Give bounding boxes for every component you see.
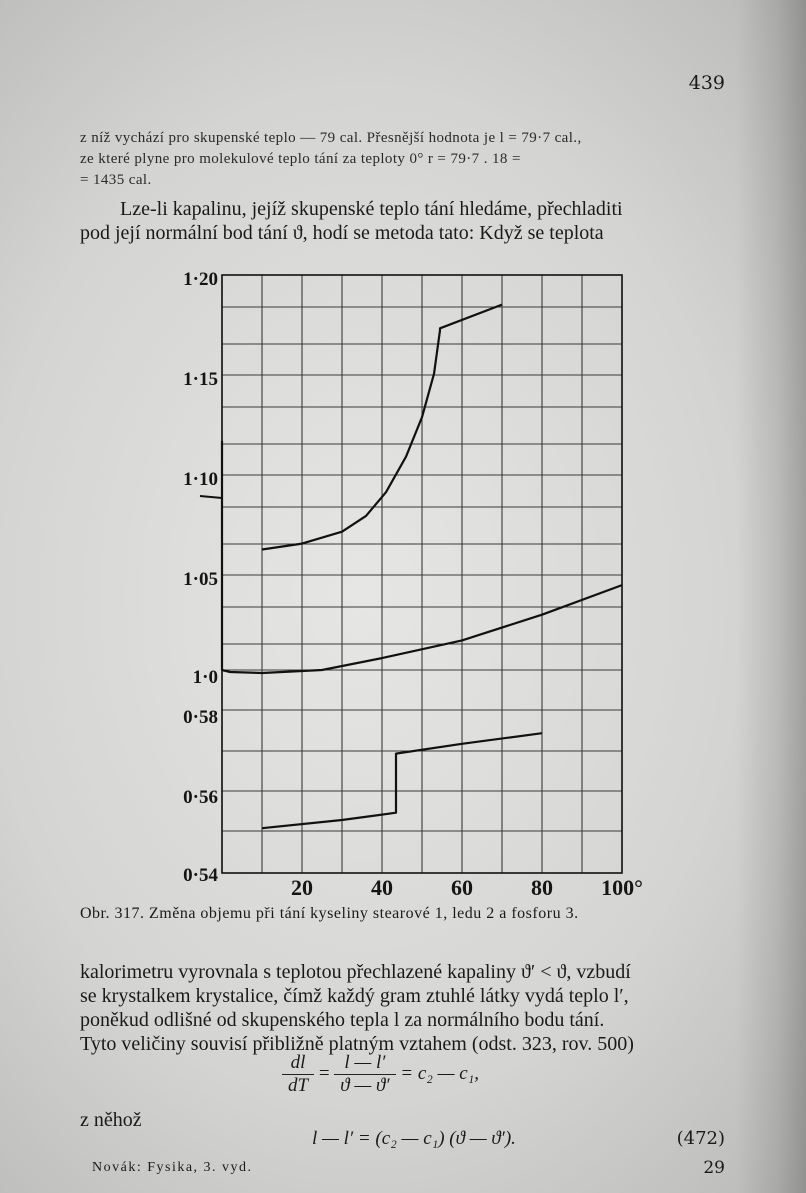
y-tick-label: 1·20: [183, 269, 218, 290]
x-tick-label: 40: [371, 875, 393, 900]
paragraph-line: z něhož: [80, 1109, 142, 1131]
fraction-denominator: ϑ — ϑ′: [340, 1075, 390, 1096]
paragraph-line: pod její normální bod tání ϑ, hodí se metoda tato: Když se teplota: [80, 222, 604, 244]
equation-number: (472): [676, 1128, 725, 1149]
paragraph-line: Tyto veličiny souvisí přibližně platným vztahem (odst. 323, rov. 500): [80, 1033, 634, 1055]
volume-change-chart: [160, 255, 700, 905]
y-tick-label: 1·0: [192, 667, 218, 688]
page-number: 439: [688, 72, 725, 94]
footer-signature-number: 29: [703, 1158, 725, 1178]
y-tick-label: 1·05: [183, 569, 218, 590]
equals-sign: =: [318, 1062, 330, 1084]
fraction-numerator: dl: [282, 1052, 314, 1075]
figure-caption: Obr. 317. Změna objemu při tání kyseliny stearové 1, ledu 2 a fosforu 3.: [80, 905, 579, 922]
footer-book-title: Novák: Fysika, 3. vyd.: [92, 1160, 253, 1175]
paragraph-line: = 1435 cal.: [80, 172, 152, 188]
formula-derivative: [282, 1052, 479, 1097]
x-tick-label: 20: [291, 875, 313, 900]
paragraph-line: z níž vychází pro skupenské teplo — 79 cal. Přesnější hodnota je l = 79·7 cal.,: [80, 130, 582, 146]
formula-rhs: = c₂ — c₁,: [400, 1062, 480, 1084]
third-paragraph: [80, 960, 725, 1056]
y-tick-label: 1·10: [183, 469, 218, 490]
y-tick-label: 1·15: [183, 369, 218, 390]
fraction-numerator: l — l′: [334, 1052, 395, 1075]
paragraph-line: ze které plyne pro molekulové teplo tání za teploty 0° r = 79·7 . 18 =: [80, 151, 521, 167]
y-tick-label: 0·58: [183, 707, 218, 728]
formula-472: l — l′ = (c₂ — c₁) (ϑ — ϑ′).: [312, 1128, 516, 1149]
ice-curve-mark: [200, 496, 222, 498]
x-tick-label: 100°: [601, 875, 643, 900]
fraction-denominator: dT: [288, 1075, 309, 1096]
top-paragraph: [80, 128, 725, 191]
y-tick-label: 0·54: [183, 865, 218, 886]
y-tick-label: 0·56: [183, 787, 218, 808]
second-paragraph: [80, 197, 725, 245]
fraction-dl-dt: [282, 1052, 314, 1097]
paragraph-line: poněkud odlišné od skupenského tepla l za normálního bodu tání.: [80, 1009, 605, 1031]
series-line-3: [262, 733, 542, 828]
x-tick-label: 80: [531, 875, 553, 900]
paragraph-line: se krystalkem krystalice, čímž každý gram ztuhlé látky vydá teplo l′,: [80, 985, 629, 1007]
paragraph-line: kalorimetru vyrovnala s teplotou přechlazené kapaliny ϑ′ < ϑ, vzbudí: [80, 961, 631, 983]
paragraph-line: Lze-li kapalinu, jejíž skupenské teplo tání hledáme, přechladiti: [120, 198, 623, 220]
page-spine-shadow: [736, 0, 806, 1193]
fraction-l-theta: [334, 1052, 395, 1097]
x-tick-label: 60: [451, 875, 473, 900]
